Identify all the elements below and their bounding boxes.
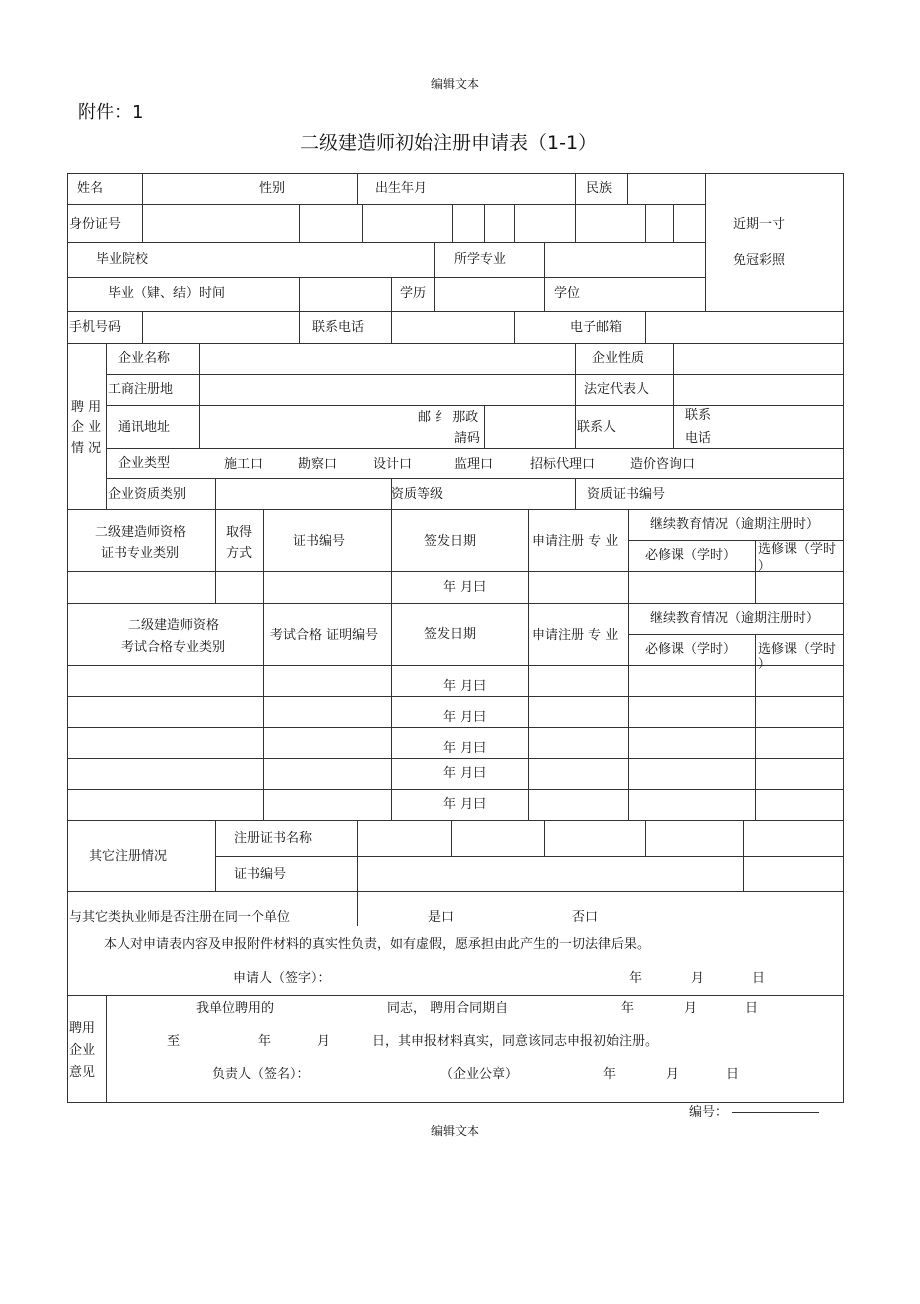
required-course-label: 必修课（学时） <box>645 548 737 563</box>
opinion-side-label-3: 意见 <box>69 1065 96 1080</box>
type-option-design[interactable]: 设计口 <box>373 457 413 472</box>
opinion-line1-day: 日 <box>745 1001 759 1016</box>
declaration-month: 月 <box>691 971 705 986</box>
bottom-note: 编辑文本 <box>431 1124 480 1138</box>
opinion-line2-month: 月 <box>317 1034 331 1049</box>
photo-label-2: 免冠彩照 <box>733 253 786 268</box>
contact-label: 联系人 <box>577 420 617 435</box>
method-label-1: 取得 <box>226 525 253 540</box>
form-number-line <box>732 1112 819 1113</box>
exam-required-course-label: 必修课（学时） <box>645 642 737 657</box>
same-unit-question: 与其它类执业师是否注册在同一个单位 <box>69 910 291 925</box>
opinion-line3-month: 月 <box>666 1067 680 1082</box>
exam-elective-course-label-1: 选修课（学时 <box>758 642 837 657</box>
company-name-label: 企业名称 <box>118 351 171 366</box>
major-label: 所学专业 <box>454 252 507 267</box>
qual-cert-no-label: 资质证书编号 <box>587 487 666 502</box>
same-unit-no-option[interactable]: 否口 <box>572 910 599 925</box>
cert-no-label: 证书编号 <box>293 534 346 549</box>
opinion-line3-day: 日 <box>726 1067 740 1082</box>
birth-label: 出生年月 <box>375 181 428 196</box>
exam-date-row-5: 年 月曰 <box>443 797 487 812</box>
legal-rep-label: 法定代表人 <box>584 382 650 397</box>
opinion-line3-year: 年 <box>603 1067 617 1082</box>
form-number-label: 编号： <box>689 1105 729 1120</box>
elective-course-label-1: 选修课（学时 <box>758 542 837 557</box>
form-title: 二级建造师初始注册申请表（1-1） <box>300 132 598 154</box>
education-label: 学历 <box>400 286 427 301</box>
exam-ce-title-label: 继续教育情况（逾期注册时） <box>650 611 820 626</box>
gender-label: 性别 <box>259 181 286 196</box>
type-option-bidding-agent[interactable]: 招标代理口 <box>530 457 596 472</box>
exam-date-row-1: 年 月曰 <box>443 679 487 694</box>
exam-date-row-4: 年 月曰 <box>443 766 487 781</box>
email-label: 电子邮箱 <box>570 320 623 335</box>
cert-category-label-2: 证书专业类别 <box>101 546 180 561</box>
qual-level-label: 资质等级 <box>391 487 444 502</box>
method-label-2: 方式 <box>226 546 253 561</box>
issue-date-label: 签发日期 <box>424 534 477 549</box>
employer-side-label-2: 企 业 <box>71 420 102 435</box>
reg-place-label: 工商注册地 <box>108 382 174 397</box>
opinion-line2-year: 年 <box>258 1034 272 1049</box>
opinion-line1-year: 年 <box>621 1001 635 1016</box>
company-type-label: 企业类型 <box>118 456 171 471</box>
type-option-cost-consulting[interactable]: 造价咨询口 <box>630 457 696 472</box>
same-unit-yes-option[interactable]: 是口 <box>428 910 455 925</box>
opinion-line1-contract: 同志， 聘用合同期自 <box>387 1001 509 1016</box>
top-note: 编辑文本 <box>431 77 480 91</box>
apply-major-label: 申请注册 专 业 <box>532 534 619 549</box>
contact-phone-label-2: 电话 <box>685 431 712 446</box>
exam-issue-date-label: 签发日期 <box>424 627 477 642</box>
school-label: 毕业院校 <box>96 252 149 267</box>
signer-label: 负责人（签名）： <box>212 1067 310 1082</box>
cert-category-label-1: 二级建造师资格 <box>95 525 187 540</box>
opinion-side-label-1: 聘用 <box>69 1021 96 1036</box>
address-label: 通讯地址 <box>118 420 171 435</box>
postcode-label-1: 邮 纟 那政 <box>418 410 479 425</box>
other-cert-no-label: 证书编号 <box>234 867 287 882</box>
opinion-to-label: 至 <box>167 1034 181 1049</box>
ce-title-label: 继续教育情况（逾期注册时） <box>650 517 820 532</box>
other-reg-label: 其它注册情况 <box>89 849 168 864</box>
declaration-day: 日 <box>752 971 766 986</box>
contact-phone-label-1: 联系 <box>685 408 712 423</box>
cert-date-placeholder: 年 月曰 <box>443 580 487 595</box>
declaration-text: 本人对申请表内容及申报附件材料的真实性负责，如有虚假，愿承担由此产生的一切法律后果。 <box>104 937 651 952</box>
exam-apply-major-label: 申请注册 专 业 <box>532 628 619 643</box>
name-label: 姓名 <box>77 181 104 196</box>
ethnic-label: 民族 <box>586 181 613 196</box>
id-number-label: 身份证号 <box>69 217 122 232</box>
type-option-survey[interactable]: 勘察口 <box>298 457 338 472</box>
exam-date-row-2: 年 月曰 <box>443 710 487 725</box>
exam-cert-no-label: 考试合格 证明编号 <box>270 628 379 643</box>
exam-category-label-1: 二级建造师资格 <box>128 618 220 633</box>
employer-side-label-3: 情 况 <box>71 441 102 456</box>
type-option-supervision[interactable]: 监理口 <box>454 457 494 472</box>
degree-label: 学位 <box>554 286 581 301</box>
declaration-year: 年 <box>629 971 643 986</box>
phone-label: 联系电话 <box>312 320 365 335</box>
opinion-line1-month: 月 <box>684 1001 698 1016</box>
attachment-label: 附件：1 <box>78 102 144 123</box>
employer-side-label-1: 聘 用 <box>71 400 102 415</box>
photo-label-1: 近期一寸 <box>733 217 786 232</box>
qual-category-label: 企业资质类别 <box>108 487 187 502</box>
opinion-line1-start: 我单位聘用的 <box>196 1001 275 1016</box>
applicant-signature-label: 申请人（签字）： <box>233 971 331 986</box>
exam-category-label-2: 考试合格专业类别 <box>121 640 226 655</box>
opinion-side-label-2: 企业 <box>69 1043 96 1058</box>
exam-elective-course-label-2: ） <box>758 656 771 671</box>
company-seal-label: （企业公章） <box>440 1067 519 1082</box>
company-nature-label: 企业性质 <box>592 351 645 366</box>
postcode-label-2: 請码 <box>454 431 481 446</box>
elective-course-label-2: ） <box>758 558 771 573</box>
type-option-construction[interactable]: 施工口 <box>224 457 264 472</box>
mobile-label: 手机号码 <box>69 320 122 335</box>
opinion-line2-statement: 日，其申报材料真实，同意该同志申报初始注册。 <box>372 1034 659 1049</box>
graduation-time-label: 毕业（肄、结）时间 <box>108 286 226 301</box>
other-cert-name-label: 注册证书名称 <box>234 831 313 846</box>
exam-date-row-3: 年 月曰 <box>443 741 487 756</box>
